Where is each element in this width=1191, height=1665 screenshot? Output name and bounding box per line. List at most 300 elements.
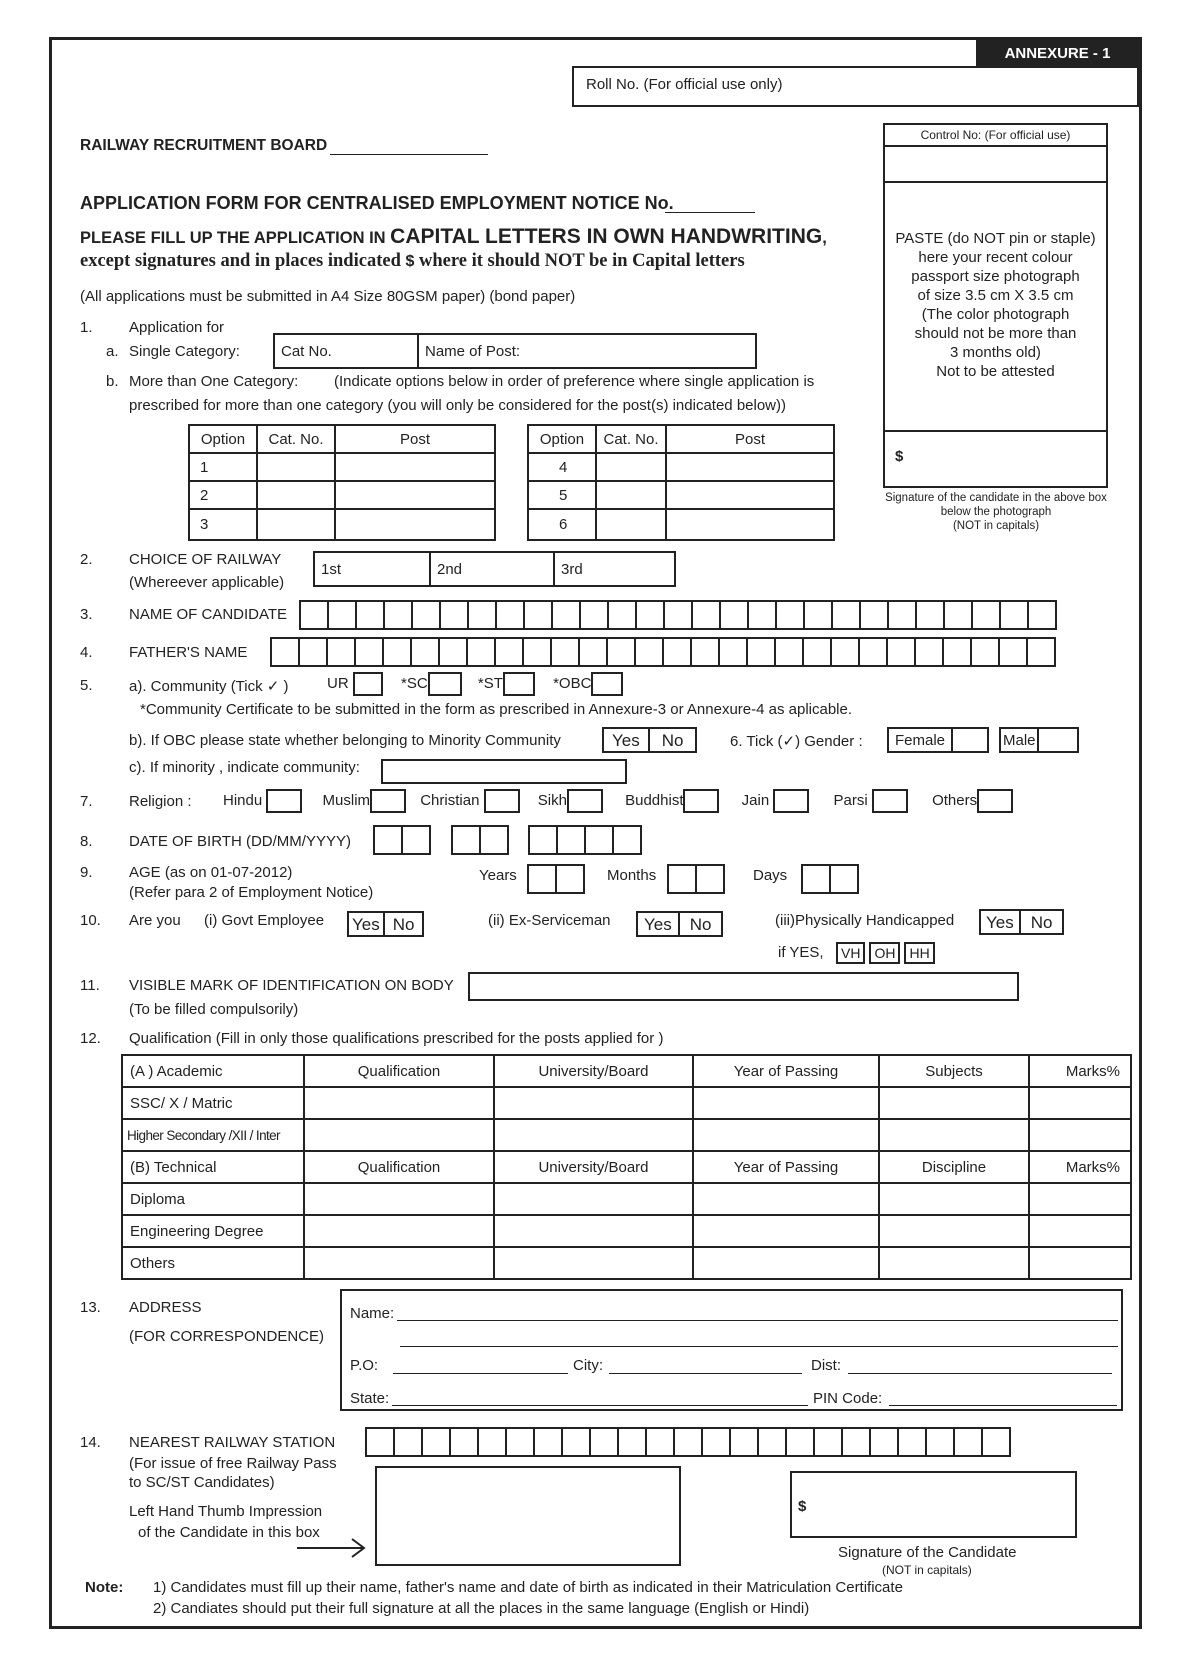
- letter-box[interactable]: [466, 637, 496, 667]
- q14-number: 14.: [80, 1434, 101, 1451]
- cat-no-cell[interactable]: [257, 481, 335, 509]
- letter-box[interactable]: [663, 600, 693, 630]
- q5c-label: c). If minority , indicate community:: [129, 759, 360, 776]
- cell[interactable]: [304, 1183, 494, 1215]
- post-cell[interactable]: [335, 481, 495, 509]
- letter-box[interactable]: [299, 600, 329, 630]
- male-label: Male: [999, 727, 1039, 753]
- letter-box[interactable]: [886, 637, 916, 667]
- letter-box[interactable]: [841, 1427, 871, 1457]
- christian-checkbox[interactable]: [484, 789, 520, 813]
- q7-label: Religion :: [129, 793, 192, 810]
- col-header: (A ) Academic: [122, 1055, 304, 1087]
- thumb-impression-box[interactable]: [375, 1466, 681, 1566]
- cell[interactable]: [304, 1087, 494, 1119]
- cell[interactable]: [304, 1119, 494, 1151]
- if-yes-label: if YES,: [778, 944, 824, 961]
- q12-number: 12.: [80, 1030, 101, 1047]
- letter-box[interactable]: [326, 637, 356, 667]
- minority-community-field[interactable]: [381, 759, 627, 784]
- letter-box[interactable]: [943, 600, 973, 630]
- instruction-text: ,: [822, 229, 827, 247]
- letter-box[interactable]: [578, 637, 608, 667]
- religion-jain: Jain: [741, 791, 770, 809]
- cell[interactable]: [494, 1247, 693, 1279]
- instruction-emphasis: CAPITAL LETTERS IN OWN HANDWRITING: [390, 225, 823, 248]
- letter-box[interactable]: [971, 600, 1001, 630]
- post-cell[interactable]: [666, 509, 834, 540]
- q1b-note: (Indicate options below in order of preference where single application is: [334, 373, 815, 390]
- religion-christian: Christian: [420, 791, 480, 809]
- q13-label: ADDRESS: [129, 1299, 202, 1316]
- q1a-letter: a.: [106, 343, 119, 360]
- photo-text-line: of size 3.5 cm X 3.5 cm: [917, 287, 1074, 304]
- cell[interactable]: [879, 1087, 1029, 1119]
- q8-number: 8.: [80, 833, 93, 850]
- letter-box[interactable]: [393, 1427, 423, 1457]
- letter-box[interactable]: [1026, 637, 1056, 667]
- cell[interactable]: [1029, 1183, 1131, 1215]
- ph-vh-option[interactable]: VH: [836, 942, 865, 964]
- table-row: [122, 1247, 1131, 1279]
- letter-box[interactable]: [327, 600, 357, 630]
- cell[interactable]: [1029, 1119, 1131, 1151]
- ur-checkbox[interactable]: [353, 672, 383, 696]
- address-pin-field[interactable]: [889, 1388, 1117, 1406]
- option-number: 1: [189, 453, 257, 481]
- hindu-checkbox[interactable]: [266, 789, 302, 813]
- gender-female[interactable]: [887, 727, 989, 753]
- cell[interactable]: [1029, 1087, 1131, 1119]
- col-header: (B) Technical: [122, 1151, 304, 1183]
- q9-label: AGE (as on 01-07-2012): [129, 864, 293, 881]
- yes-option[interactable]: Yes: [636, 911, 680, 937]
- letter-box[interactable]: [449, 1427, 479, 1457]
- dob-day-boxes[interactable]: [373, 825, 431, 855]
- address-pin-label: PIN Code:: [813, 1390, 883, 1407]
- letter-box[interactable]: [701, 1427, 731, 1457]
- caption-line: (NOT in capitals): [952, 520, 1040, 532]
- letter-box[interactable]: [673, 1427, 703, 1457]
- roll-no-box[interactable]: [572, 66, 1139, 107]
- cell[interactable]: [879, 1119, 1029, 1151]
- letter-box[interactable]: [719, 600, 749, 630]
- note-line: 1) Candidates must fill up their name, father's name and date of birth as indicated in their Matriculation Certificate: [153, 1579, 903, 1596]
- cat-no-cell[interactable]: [257, 453, 335, 481]
- row-label: Diploma: [122, 1183, 304, 1215]
- letter-box[interactable]: [617, 1427, 647, 1457]
- q5-number: 5.: [80, 677, 93, 694]
- railway-station-boxes[interactable]: [365, 1427, 1011, 1457]
- candidate-name-boxes[interactable]: [299, 600, 1057, 630]
- table-row: [189, 481, 495, 509]
- row-label: Higher Secondary /XII / Inter: [122, 1119, 304, 1151]
- address-line2-field[interactable]: [400, 1329, 1118, 1347]
- others-checkbox[interactable]: [977, 789, 1013, 813]
- address-state-field[interactable]: [392, 1388, 808, 1406]
- identification-mark-field[interactable]: [468, 972, 1019, 1001]
- address-city-field[interactable]: [609, 1356, 802, 1374]
- letter-box[interactable]: [523, 600, 553, 630]
- letter-box[interactable]: [354, 637, 384, 667]
- option-number: 3: [189, 509, 257, 540]
- age-months-boxes[interactable]: [667, 864, 725, 894]
- cell[interactable]: [1029, 1215, 1131, 1247]
- photo-text-line: 3 months old): [950, 344, 1041, 361]
- cat-no-cell[interactable]: [596, 481, 666, 509]
- cell[interactable]: [494, 1087, 693, 1119]
- letter-box[interactable]: [355, 600, 385, 630]
- q14-label: NEAREST RAILWAY STATION: [129, 1434, 336, 1451]
- choice-2nd[interactable]: 2nd: [429, 551, 555, 587]
- letter-box[interactable]: [858, 637, 888, 667]
- letter-box[interactable]: [803, 600, 833, 630]
- col-header: Subjects: [879, 1055, 1029, 1087]
- ph-types: [836, 942, 935, 964]
- q13-number: 13.: [80, 1299, 101, 1316]
- jain-checkbox[interactable]: [773, 789, 809, 813]
- q1b-letter: b.: [106, 373, 119, 390]
- letter-box[interactable]: [383, 600, 413, 630]
- letter-box[interactable]: [438, 637, 468, 667]
- letter-box[interactable]: [691, 600, 721, 630]
- option-number: 4: [528, 453, 596, 481]
- q3-label: NAME OF CANDIDATE: [129, 606, 288, 623]
- control-no-field[interactable]: [885, 147, 1106, 183]
- cat-no-cell[interactable]: [596, 509, 666, 540]
- letter-box[interactable]: [410, 637, 440, 667]
- option-number: 5: [528, 481, 596, 509]
- q1-number: 1.: [80, 319, 93, 336]
- q5b-label: b). If OBC please state whether belonging to Minority Community: [129, 732, 561, 749]
- choice-3rd[interactable]: 3rd: [553, 551, 676, 587]
- col-header: Option: [528, 425, 596, 453]
- photo-text-line: here your recent colour: [918, 249, 1073, 266]
- religion-others: Others: [932, 791, 978, 809]
- religion-parsi: Parsi: [833, 791, 868, 809]
- col-header: Qualification: [304, 1055, 494, 1087]
- male-checkbox[interactable]: [1037, 727, 1079, 753]
- letter-box[interactable]: [953, 1427, 983, 1457]
- q3-number: 3.: [80, 606, 93, 623]
- female-label: Female: [887, 727, 953, 753]
- letter-box[interactable]: [467, 600, 497, 630]
- govt-employee-label: (i) Govt Employee: [204, 912, 325, 929]
- q13-sub: (FOR CORRESPONDENCE): [129, 1328, 325, 1345]
- yes-option[interactable]: Yes: [347, 911, 385, 937]
- choice-1st[interactable]: 1st: [313, 551, 431, 587]
- table-row: [122, 1087, 1131, 1119]
- dob-month-boxes[interactable]: [451, 825, 509, 855]
- post-cell[interactable]: [335, 453, 495, 481]
- letter-box[interactable]: [477, 1427, 507, 1457]
- address-po-label: P.O:: [350, 1357, 379, 1374]
- letter-box[interactable]: [606, 637, 636, 667]
- yes-option[interactable]: Yes: [979, 909, 1021, 935]
- letter-box[interactable]: [505, 1427, 535, 1457]
- address-po-field[interactable]: [393, 1356, 568, 1374]
- exs-yes-no[interactable]: [636, 911, 723, 937]
- letter-box[interactable]: [925, 1427, 955, 1457]
- single-category-fields: [273, 333, 757, 369]
- q11-label: VISIBLE MARK OF IDENTIFICATION ON BODY: [129, 977, 454, 994]
- letter-box[interactable]: [298, 637, 328, 667]
- table-row: [189, 509, 495, 540]
- religion-options: [223, 789, 1013, 813]
- name-of-post-field[interactable]: Name of Post:: [417, 333, 757, 369]
- board-label: RAILWAY RECRUITMENT BOARD: [80, 137, 328, 154]
- photo-text-line: (The color photograph: [921, 306, 1070, 323]
- letter-box[interactable]: [970, 637, 1000, 667]
- letter-box[interactable]: [998, 637, 1028, 667]
- q1a-label: Single Category:: [129, 343, 240, 360]
- photo-paste-area[interactable]: [885, 183, 1106, 432]
- notice-no-field[interactable]: [665, 195, 755, 213]
- address-name-field[interactable]: [397, 1303, 1118, 1321]
- letter-box[interactable]: [690, 637, 720, 667]
- q1b-label: More than One Category:: [129, 373, 299, 390]
- letter-box[interactable]: [802, 637, 832, 667]
- post-cell[interactable]: [335, 509, 495, 540]
- cell[interactable]: [879, 1215, 1029, 1247]
- instruction-line-1: [80, 225, 827, 249]
- letter-box[interactable]: [635, 600, 665, 630]
- row-label: Others: [122, 1247, 304, 1279]
- letter-box[interactable]: [747, 600, 777, 630]
- table-row: [122, 1119, 1131, 1151]
- letter-box[interactable]: [634, 637, 664, 667]
- letter-box[interactable]: [831, 600, 861, 630]
- letter-box[interactable]: [607, 600, 637, 630]
- religion-hindu: Hindu: [223, 791, 263, 809]
- cell[interactable]: [879, 1183, 1029, 1215]
- note-label: Note:: [85, 1579, 124, 1596]
- instruction-text: PLEASE FILL UP THE APPLICATION IN: [80, 229, 391, 247]
- address-dist-field[interactable]: [848, 1356, 1112, 1374]
- letter-box[interactable]: [270, 637, 300, 667]
- ph-label: (iii)Physically Handicapped: [775, 912, 955, 929]
- muslim-checkbox[interactable]: [370, 789, 406, 813]
- ph-oh-option[interactable]: OH: [869, 942, 900, 964]
- letter-box[interactable]: [662, 637, 692, 667]
- letter-box[interactable]: [589, 1427, 619, 1457]
- no-option[interactable]: No: [1019, 909, 1065, 935]
- caption-line: Signature of the candidate in the above box: [885, 492, 1107, 504]
- letter-box[interactable]: [365, 1427, 395, 1457]
- letter-box[interactable]: [813, 1427, 843, 1457]
- q2-number: 2.: [80, 551, 93, 568]
- letter-box[interactable]: [421, 1427, 451, 1457]
- signature-caption-sub: (NOT in capitals): [882, 1563, 972, 1577]
- q4-label: FATHER'S NAME: [129, 644, 248, 661]
- cat-no-cell[interactable]: [596, 453, 666, 481]
- letter-box[interactable]: [785, 1427, 815, 1457]
- post-cell[interactable]: [666, 481, 834, 509]
- board-field[interactable]: [330, 137, 488, 155]
- col-header: Year of Passing: [693, 1151, 879, 1183]
- table-row: [122, 1215, 1131, 1247]
- table-row: [122, 1183, 1131, 1215]
- q2-sub: (Whereever applicable): [129, 574, 285, 591]
- days-label: Days: [753, 867, 788, 884]
- cell[interactable]: [693, 1087, 879, 1119]
- address-state-label: State:: [350, 1390, 390, 1407]
- community-options: [327, 672, 623, 696]
- father-name-boxes[interactable]: [270, 637, 1056, 667]
- buddhist-checkbox[interactable]: [683, 789, 719, 813]
- letter-box[interactable]: [533, 1427, 563, 1457]
- yes-option[interactable]: Yes: [602, 727, 650, 753]
- letter-box[interactable]: [887, 600, 917, 630]
- address-city-label: City:: [573, 1357, 603, 1374]
- sc-checkbox[interactable]: [428, 672, 462, 696]
- letter-box[interactable]: [746, 637, 776, 667]
- cell[interactable]: [879, 1247, 1029, 1279]
- gender-male[interactable]: [999, 727, 1079, 753]
- col-header: University/Board: [494, 1151, 693, 1183]
- ur-label: UR: [327, 674, 349, 692]
- ph-yes-no[interactable]: [979, 909, 1064, 935]
- roll-no-label: Roll No. (For official use only): [586, 76, 783, 93]
- dollar-icon: $: [405, 253, 415, 270]
- signature-caption: Signature of the Candidate: [838, 1544, 1017, 1561]
- st-checkbox[interactable]: [503, 672, 535, 696]
- sc-label: *SC: [401, 674, 428, 692]
- candidate-signature-box[interactable]: [790, 1471, 1077, 1538]
- railway-choice-fields: [313, 551, 676, 587]
- parsi-checkbox[interactable]: [872, 789, 908, 813]
- letter-box[interactable]: [897, 1427, 927, 1457]
- religion-muslim: Muslim: [322, 791, 371, 809]
- letter-box[interactable]: [981, 1427, 1011, 1457]
- letter-box[interactable]: [1027, 600, 1057, 630]
- obc-label: *OBC: [553, 674, 592, 692]
- letter-box[interactable]: [551, 600, 581, 630]
- age-years-boxes[interactable]: [527, 864, 585, 894]
- letter-box[interactable]: [550, 637, 580, 667]
- letter-box[interactable]: [859, 600, 889, 630]
- cell[interactable]: [693, 1247, 879, 1279]
- letter-box[interactable]: [914, 637, 944, 667]
- letter-box[interactable]: [495, 600, 525, 630]
- photo-text-line: should not be more than: [914, 325, 1077, 342]
- col-header: Cat. No.: [257, 425, 335, 453]
- cell[interactable]: [494, 1119, 693, 1151]
- letter-box[interactable]: [494, 637, 524, 667]
- no-option[interactable]: No: [383, 911, 425, 937]
- cell[interactable]: [693, 1215, 879, 1247]
- age-days-boxes[interactable]: [801, 864, 859, 894]
- letter-box[interactable]: [942, 637, 972, 667]
- paper-note: (All applications must be submitted in A4 Size 80GSM paper) (bond paper): [80, 288, 576, 305]
- cell[interactable]: [1029, 1247, 1131, 1279]
- technical-header-row: [122, 1151, 1131, 1183]
- options-table-right: [527, 424, 835, 541]
- cell[interactable]: [304, 1247, 494, 1279]
- col-header: Qualification: [304, 1151, 494, 1183]
- table-row: [189, 453, 495, 481]
- letter-box[interactable]: [411, 600, 441, 630]
- cell[interactable]: [693, 1119, 879, 1151]
- letter-box[interactable]: [439, 600, 469, 630]
- community-cert-note: *Community Certificate to be submitted in the form as prescribed in Annexure-3 or Annexure-4 as aplicable.: [140, 701, 853, 718]
- letter-box[interactable]: [729, 1427, 759, 1457]
- letter-box[interactable]: [757, 1427, 787, 1457]
- cell[interactable]: [304, 1215, 494, 1247]
- govt-yes-no[interactable]: [347, 911, 424, 937]
- letter-box[interactable]: [775, 600, 805, 630]
- religion-sikh: Sikh: [537, 791, 567, 809]
- minority-yes-no[interactable]: [602, 727, 697, 753]
- table-row: [528, 509, 834, 540]
- annexure-label: ANNEXURE - 1: [976, 40, 1139, 67]
- cat-no-cell[interactable]: [257, 509, 335, 540]
- obc-checkbox[interactable]: [591, 672, 623, 696]
- letter-box[interactable]: [645, 1427, 675, 1457]
- letter-box[interactable]: [382, 637, 412, 667]
- letter-box[interactable]: [718, 637, 748, 667]
- academic-header-row: [122, 1055, 1131, 1087]
- q14-sub: to SC/ST Candidates): [129, 1474, 275, 1491]
- option-number: 2: [189, 481, 257, 509]
- q11-number: 11.: [80, 977, 100, 994]
- no-option[interactable]: No: [678, 911, 724, 937]
- caption-line: below the photograph: [940, 506, 1052, 518]
- letter-box[interactable]: [999, 600, 1029, 630]
- cat-no-field[interactable]: Cat No.: [273, 333, 419, 369]
- table-row: [528, 453, 834, 481]
- cell[interactable]: [693, 1183, 879, 1215]
- table-row: [528, 481, 834, 509]
- q11-sub: (To be filled compulsorily): [129, 1001, 299, 1018]
- thumb-label: Left Hand Thumb Impression: [129, 1503, 323, 1520]
- letter-box[interactable]: [561, 1427, 591, 1457]
- female-checkbox[interactable]: [951, 727, 989, 753]
- letter-box[interactable]: [915, 600, 945, 630]
- q12-label: Qualification (Fill in only those qualifications prescribed for the posts applied for ): [129, 1030, 664, 1047]
- cell[interactable]: [494, 1183, 693, 1215]
- row-label: SSC/ X / Matric: [122, 1087, 304, 1119]
- sikh-checkbox[interactable]: [567, 789, 603, 813]
- letter-box[interactable]: [774, 637, 804, 667]
- ph-hh-option[interactable]: HH: [904, 942, 934, 964]
- letter-box[interactable]: [579, 600, 609, 630]
- col-header: Cat. No.: [596, 425, 666, 453]
- col-header: Post: [666, 425, 834, 453]
- dollar-icon: $: [798, 1498, 807, 1515]
- photo-signature-caption: [885, 491, 1107, 533]
- address-name-label: Name:: [350, 1305, 395, 1322]
- note-line: 2) Candiates should put their full signature at all the places in the same language (English or Hindi): [153, 1600, 810, 1617]
- letter-box[interactable]: [830, 637, 860, 667]
- col-header: Post: [335, 425, 495, 453]
- q1b-note: prescribed for more than one category (you will only be considered for the post(s) indicated below)): [129, 397, 786, 414]
- q10-label: Are you: [129, 912, 181, 929]
- post-cell[interactable]: [666, 453, 834, 481]
- no-option[interactable]: No: [648, 727, 698, 753]
- letter-box[interactable]: [522, 637, 552, 667]
- photo-signature-field[interactable]: [885, 432, 1106, 484]
- photo-text-line: passport size photograph: [911, 268, 1080, 285]
- cell[interactable]: [494, 1215, 693, 1247]
- months-label: Months: [607, 867, 657, 884]
- form-title: APPLICATION FORM FOR CENTRALISED EMPLOYMENT NOTICE No.: [80, 193, 674, 213]
- dob-year-boxes[interactable]: [528, 825, 642, 855]
- q9-number: 9.: [80, 864, 93, 881]
- q10-number: 10.: [80, 912, 101, 929]
- ex-serviceman-label: (ii) Ex-Serviceman: [488, 912, 611, 929]
- letter-box[interactable]: [869, 1427, 899, 1457]
